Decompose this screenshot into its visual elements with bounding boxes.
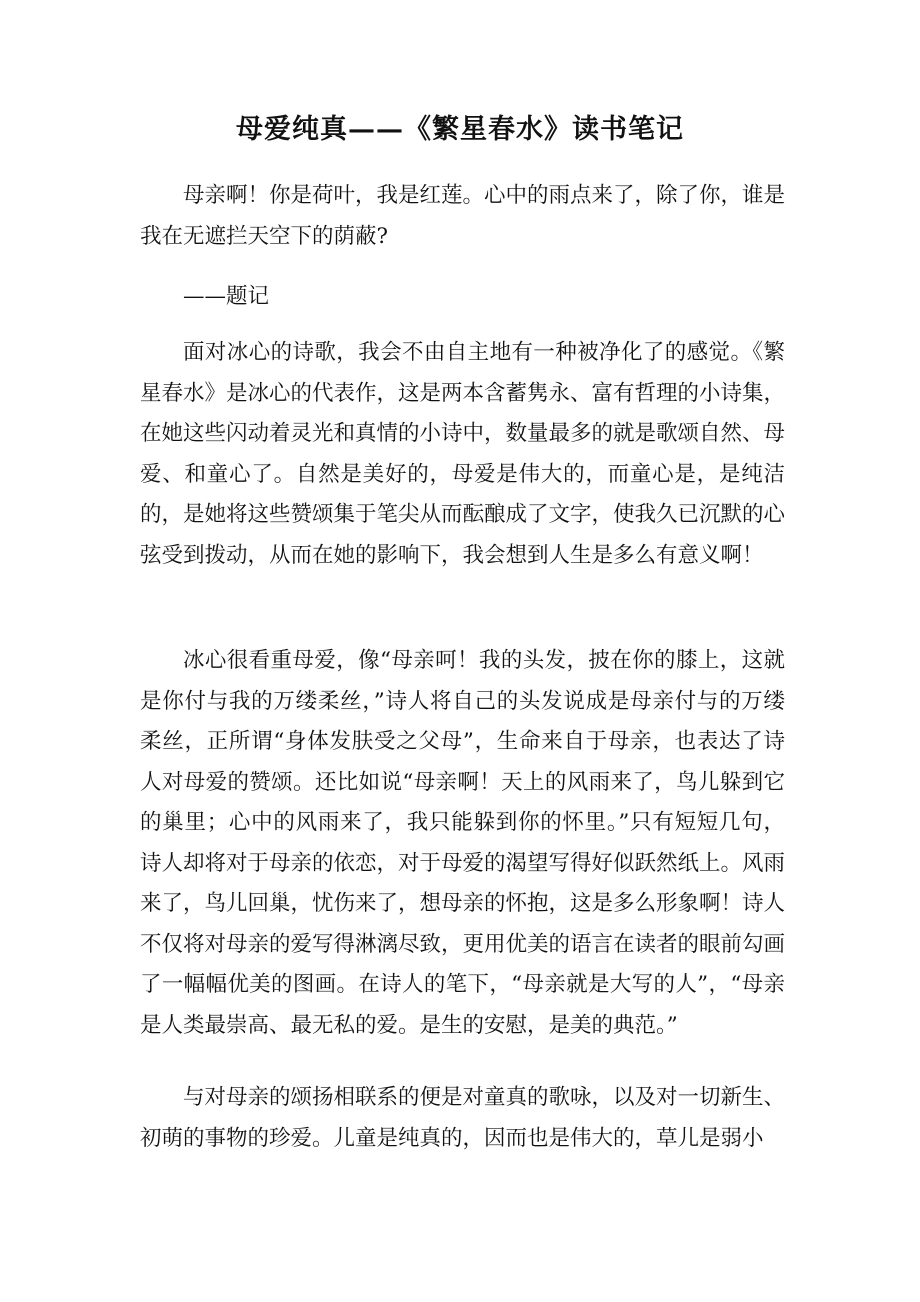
body-paragraph-2: 冰心很看重母爱，像“母亲呵！我的头发，披在你的膝上，这就是你付与我的万缕柔丝，”诗人将自己的头发说成是母亲付与的万缕柔丝，正所谓“身体发肤受之父母”，生命来自于母亲，也表达了诗人对母爱的赞颂。还比如说“母亲啊！天上的风雨来了，鸟儿躲到它的巢里；心中的风雨来了，我只能躲到你的怀里。”只有短短几句，诗人却将对于母亲的依恋，对于母爱的渴望写得好似跃然纸上。风雨来了，鸟儿回巢，忧伤来了，想母亲的怀抱，这是多么形象啊！诗人不仅将对母亲的爱写得淋漓尽致，更用优美的语言在读者的眼前勾画了一幅幅优美的图画。在诗人的笔下，“母亲就是大写的人”，“母亲是人类最崇高、最无私的爱。是生的安慰，是美的典范。” (140, 648, 786, 1038)
body-paragraph-3: 与对母亲的颂扬相联系的便是对童真的歌咏，以及对一切新生、初萌的事物的珍爱。儿童是纯真的，因而也是伟大的，草儿是弱小 (140, 1085, 786, 1151)
epigraph-attribution: ——题记 (183, 284, 270, 309)
document-title: 母爱纯真——《繁星春水》读书笔记 (236, 114, 684, 145)
epigraph: 母亲啊！你是荷叶，我是红莲。心中的雨点来了，除了你，谁是我在无遮拦天空下的荫蔽? (140, 183, 786, 249)
body-paragraph-1: 面对冰心的诗歌，我会不由自主地有一种被净化了的感觉。《繁星春水》是冰心的代表作，这是两本含蓄隽永、富有哲理的小诗集，在她这些闪动着灵光和真情的小诗中，数量最多的就是歌颂自然、母爱、和童心了。自然是美好的，母爱是伟大的，而童心是，是纯洁的，是她将这些赞颂集于笔尖从而酝酿成了文字，使我久已沉默的心弦受到拨动，从而在她的影响下，我会想到人生是多么有意义啊！ (140, 340, 786, 568)
